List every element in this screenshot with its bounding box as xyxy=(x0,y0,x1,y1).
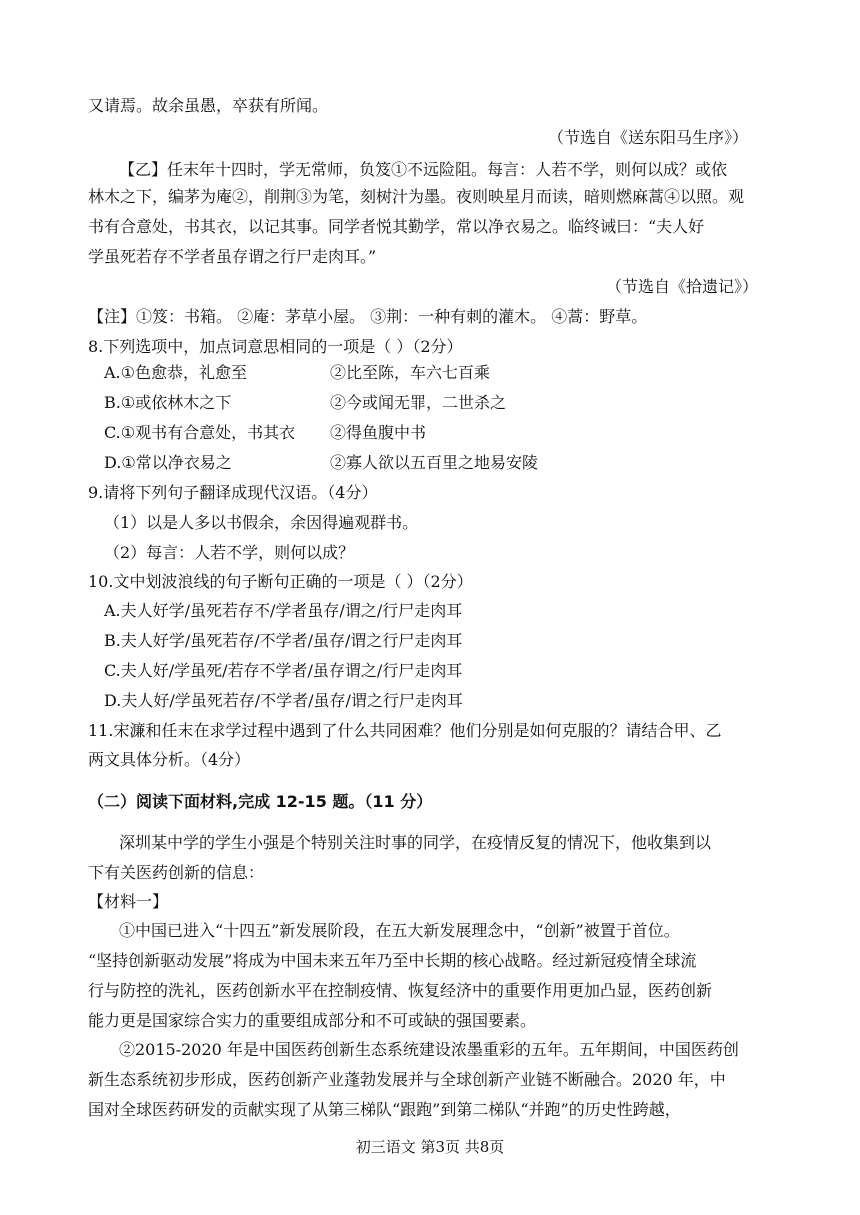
material-1-label: 【材料一】 xyxy=(88,892,169,911)
question-10-stem: 10.文中划波浪线的句子断句正确的一项是（ ）（2分） xyxy=(88,572,473,591)
material-1-para-1: “坚持创新驱动发展”将成为中国未来五年乃至中长期的核心战略。经过新冠疫情全球流 xyxy=(88,951,697,970)
q10-option-c: C.夫人好/学虽死/若存不学者/虽存谓之/行尸走肉耳 xyxy=(104,661,463,680)
section-2-heading: （二）阅读下面材料,完成 12-15 题。（11 分） xyxy=(88,792,433,811)
material-1-para-1: 能力更是国家综合实力的重要组成部分和不可或缺的强国要素。 xyxy=(88,1011,537,1030)
section-2-intro: 下有关医药创新的信息： xyxy=(88,863,265,882)
material-1-para-2: 新生态系统初步形成，医药创新产业蓬勃发展并与全球创新产业链不断融合。2020 年，中 xyxy=(88,1070,726,1089)
q10-option-d: D.夫人好/学虽死若存/不学者/虽存/谓之行尸走肉耳 xyxy=(104,691,463,710)
question-9-stem: 9.请将下列句子翻译成现代汉语。（4分） xyxy=(88,483,378,502)
notes: 【注】①笈：书箱。 ②庵：茅草小屋。 ③荆：一种有刺的灌木。 ④蒿：野草。 xyxy=(88,307,648,326)
q8-option-a-right: ②比至陈，车六七百乘 xyxy=(330,363,491,382)
question-11-line: 11.宋濂和任末在求学过程中遇到了什么共同困难？他们分别是如何克服的？请结合甲、乙 xyxy=(88,721,722,740)
question-11-line: 两文具体分析。（4分） xyxy=(88,750,251,769)
q9-item: （1）以是人多以书假余，余因得遍观群书。 xyxy=(104,513,419,532)
section-2-intro: 深圳某中学的学生小强是个特别关注时事的同学，在疫情反复的情况下，他收集到以 xyxy=(119,833,712,852)
q8-option-d-right: ②寡人欲以五百里之地易安陵 xyxy=(330,453,539,472)
passage-a-tail: 又请焉。故余虽愚，卒获有所闻。 xyxy=(88,96,329,115)
question-8-stem: 8.下列选项中，加点词意思相同的一项是（ ）（2分） xyxy=(88,337,463,356)
material-1-para-2: ②2015-2020 年是中国医药创新生态系统建设浓墨重彩的五年。五年期间，中国医药创 xyxy=(119,1040,739,1059)
passage-b-line: 林木之下，编茅为庵②，削荆③为笔，刻树汁为墨。夜则映星月而读，暗则燃麻蒿④以照。观 xyxy=(88,187,745,206)
page-footer: 初三语文 第3页 共8页 xyxy=(355,1138,505,1156)
material-1-para-1: ①中国已进入“十四五”新发展阶段，在五大新发展理念中，“创新”被置于首位。 xyxy=(119,921,680,940)
q8-option-c-left: C.①观书有合意处，书其衣 xyxy=(104,423,296,442)
q10-option-a: A.夫人好学/虽死若存不/学者虽存/谓之/行尸走肉耳 xyxy=(104,601,463,620)
passage-b-line: 书有合意处，书其衣，以记其事。同学者悦其勤学，常以净衣易之。临终诫曰：“夫人好 xyxy=(88,217,705,236)
passage-b-line: 学虽死若存不学者虽存谓之行尸走肉耳。” xyxy=(88,247,377,266)
material-1-para-1: 行与防控的洗礼，医药创新水平在控制疫情、恢复经济中的重要作用更加凸显，医药创新 xyxy=(88,981,713,1000)
passage-b-source: （节选自《拾遗记》） xyxy=(606,277,759,296)
q8-option-a-left: A.①色愈恭，礼愈至 xyxy=(104,363,247,382)
passage-b-line: 【乙】任末年十四时，学无常师，负笈①不远险阻。每言：人若不学，则何以成？或依 xyxy=(119,160,728,179)
material-1-para-2: 国对全球医药研发的贡献实现了从第三梯队“跟跑”到第二梯队“并跑”的历史性跨越， xyxy=(88,1100,681,1119)
q10-option-b: B.夫人好学/虽死若存/不学者/虽存/谓之行尸走肉耳 xyxy=(104,631,463,650)
q8-option-b-right: ②今或闻无罪，二世杀之 xyxy=(330,393,507,412)
q8-option-d-left: D.①常以净衣易之 xyxy=(104,453,232,472)
q9-item: （2）每言：人若不学，则何以成？ xyxy=(104,543,355,562)
q8-option-c-right: ②得鱼腹中书 xyxy=(330,423,427,442)
q8-option-b-left: B.①或依林木之下 xyxy=(104,393,232,412)
passage-a-source: （节选自《送东阳马生序》） xyxy=(548,128,749,147)
